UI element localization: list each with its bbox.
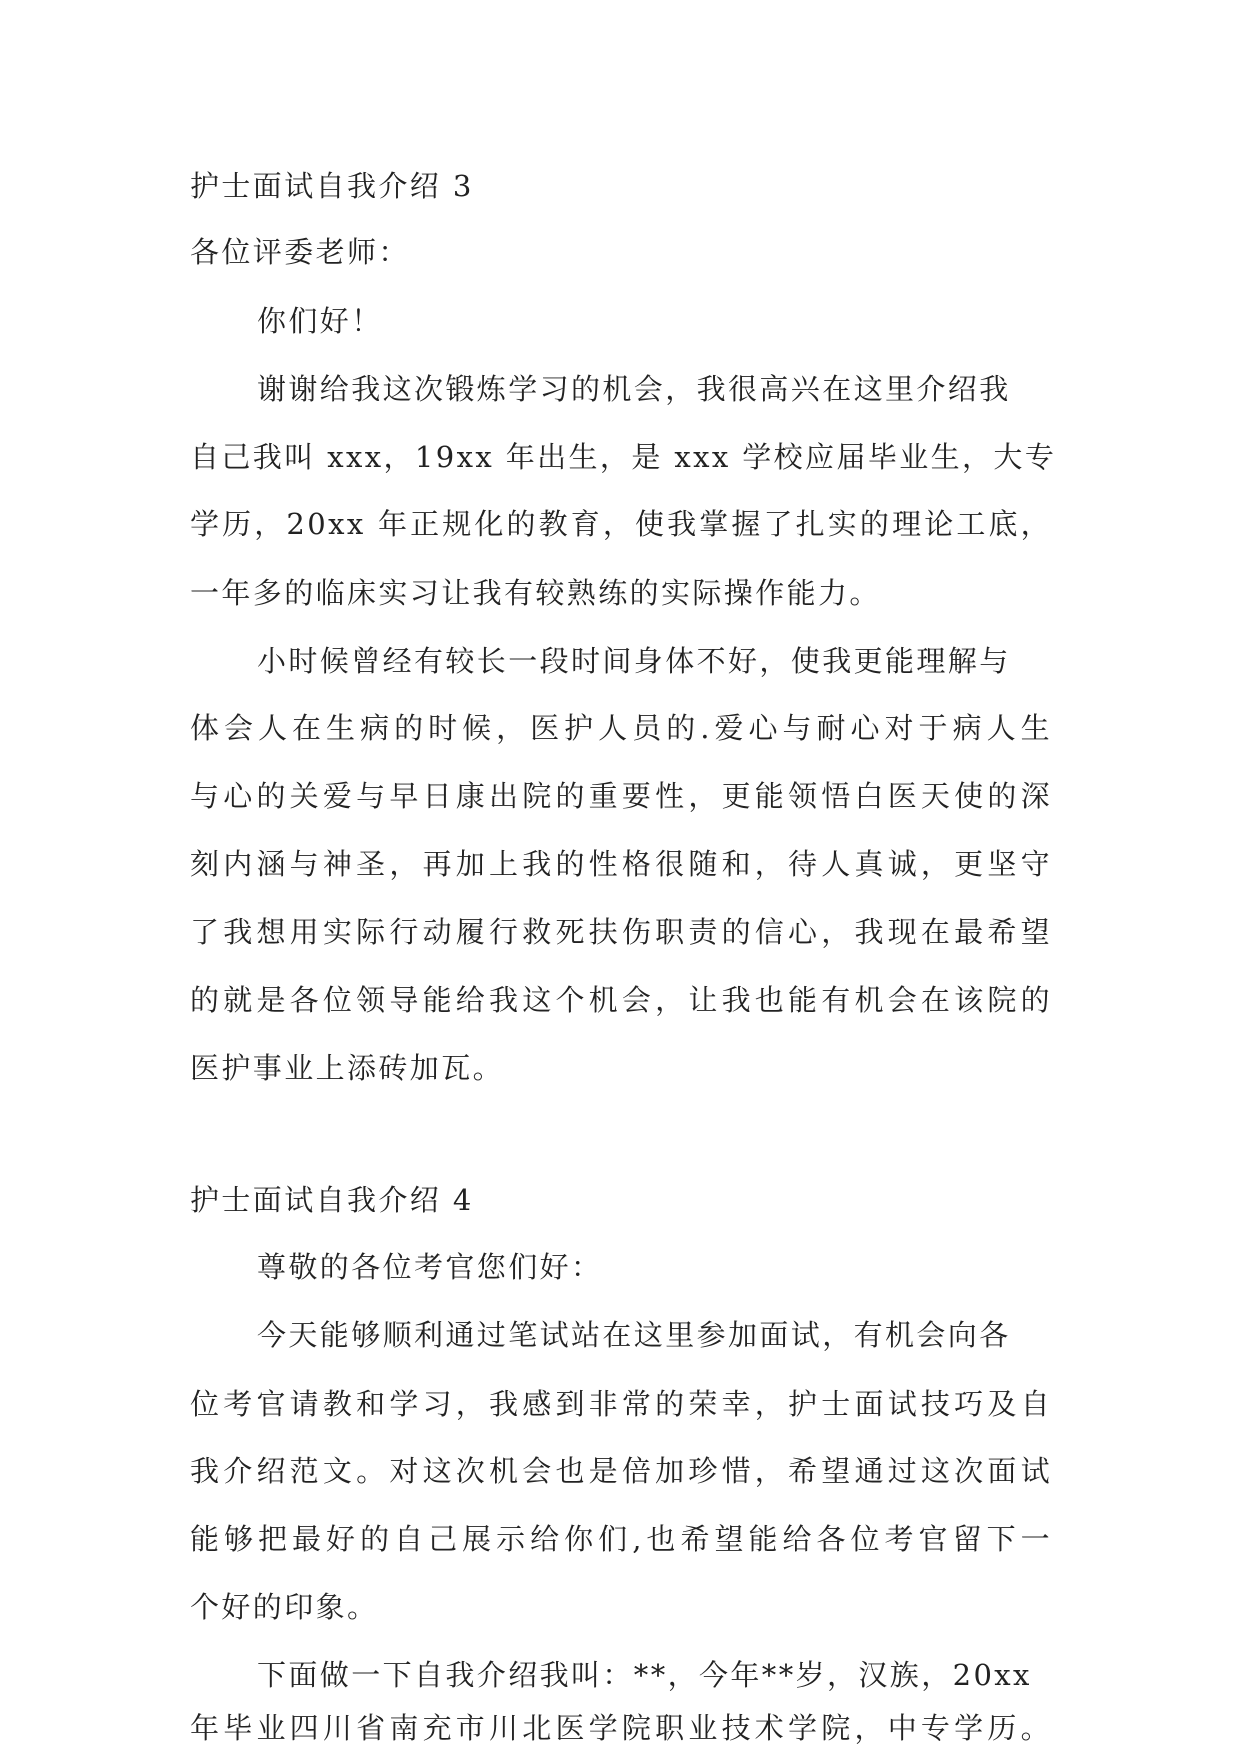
salutation: 各位评委老师： <box>190 235 410 269</box>
paragraph-line: 与心的关爱与早日康出院的重要性，更能领悟白医天使的深 <box>190 779 1052 813</box>
paragraph-line: 小时候曾经有较长一段时间身体不好，使我更能理解与 <box>257 644 1011 678</box>
paragraph-line: 学历，20xx 年正规化的教育，使我掌握了扎实的理论工底， <box>190 507 1052 541</box>
paragraph-line: 刻内涵与神圣，再加上我的性格很随和，待人真诚，更坚守 <box>190 847 1052 881</box>
paragraph-line: 今天能够顺利通过笔试站在这里参加面试，有机会向各 <box>257 1318 1011 1352</box>
paragraph-line: 一年多的临床实习让我有较熟练的实际操作能力。 <box>190 576 881 610</box>
paragraph-line: 位考官请教和学习，我感到非常的荣幸，护士面试技巧及自 <box>190 1387 1052 1421</box>
greeting: 你们好！ <box>257 304 383 338</box>
paragraph-line: 能够把最好的自己展示给你们,也希望能给各位考官留下一 <box>190 1522 1052 1556</box>
section-3-title: 护士面试自我介绍 3 <box>190 169 474 203</box>
section-4-title: 护士面试自我介绍 4 <box>190 1183 474 1217</box>
paragraph-line: 下面做一下自我介绍我叫：**，今年**岁，汉族，20xx <box>257 1658 1032 1692</box>
paragraph-line: 的就是各位领导能给我这个机会，让我也能有机会在该院的 <box>190 983 1052 1017</box>
paragraph-line: 我介绍范文。对这次机会也是倍加珍惜，希望通过这次面试 <box>190 1454 1052 1488</box>
paragraph-line: 医护事业上添砖加瓦。 <box>190 1051 505 1085</box>
paragraph-line: 自己我叫 xxx，19xx 年出生，是 xxx 学校应届毕业生，大专 <box>190 440 1057 474</box>
paragraph-line: 体会人在生病的时候，医护人员的.爱心与耐心对于病人生 <box>190 711 1052 745</box>
greeting: 尊敬的各位考官您们好： <box>257 1250 603 1284</box>
paragraph-line: 谢谢给我这次锻炼学习的机会，我很高兴在这里介绍我 <box>257 372 1011 406</box>
paragraph-line: 年毕业四川省南充市川北医学院职业技术学院，中专学历。 <box>190 1711 1052 1745</box>
paragraph-line: 了我想用实际行动履行救死扶伤职责的信心，我现在最希望 <box>190 915 1052 949</box>
paragraph-line: 个好的印象。 <box>190 1590 379 1624</box>
